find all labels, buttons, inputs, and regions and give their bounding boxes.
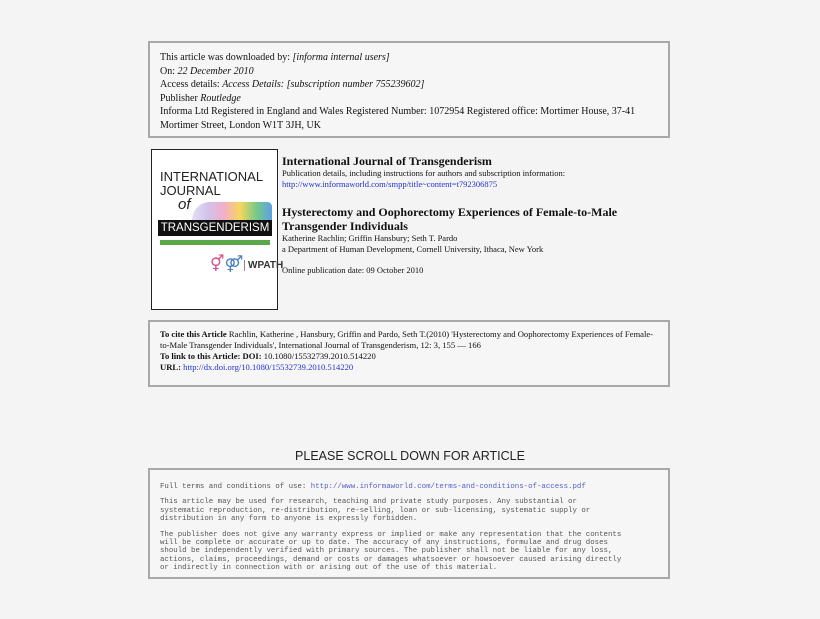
wpath-logo: WPATH: [244, 260, 283, 271]
label: Full terms and conditions of use:: [160, 483, 311, 491]
journal-link[interactable]: http://www.informaworld.com/smpp/title~content=t792306875: [282, 179, 498, 189]
journal-cover-image: [151, 149, 284, 310]
rainbow-graphic: [192, 202, 272, 220]
label: URL:: [160, 362, 184, 372]
gender-symbols-icon: ⚥⚤: [210, 256, 244, 273]
cover-title-line: of: [178, 196, 191, 213]
publication-details: Publication details, including instructions for authors and subscription information:: [282, 168, 566, 178]
affiliation: a Department of Human Development, Cornell University, Ithaca, New York: [282, 244, 544, 254]
disclaimer: The publisher does not give any warranty express or implied or make any representation that the contents will be complete or accurate or up to date. The accuracy of any instructions, formulae and drug doses should be independently verified with primary sources. The publisher shall not be liable for any loss, actions, claims, proceedings, demand or costs or damages whatsoever or howsoever caused arising directly or indirectly in connection with or arising out of the use of this material.: [160, 530, 622, 573]
cover-title-line: INTERNATIONAL: [160, 169, 264, 184]
terms-box: [148, 468, 670, 579]
doi-link[interactable]: http://dx.doi.org/10.1080/15532739.2010.514220: [183, 362, 354, 372]
access-details: Access Details: [subscription number 755239602]: [222, 79, 425, 91]
publisher: Routledge: [200, 92, 241, 104]
citation-box: [148, 320, 670, 387]
label: To link to this Article: DOI:: [160, 351, 264, 361]
download-info-box: [148, 41, 670, 138]
download-date: 22 December 2010: [177, 65, 254, 77]
authors: Katherine Rachlin; Griffin Hansbury; Seth T. Pardo: [282, 233, 458, 243]
journal-title: International Journal of Transgenderism: [282, 154, 492, 168]
article-title: Hysterectomy and Oophorectomy Experiences of Female-to-Male Transgender Individuals: [282, 205, 618, 233]
cover-green-band: [160, 240, 270, 245]
scroll-notice: PLEASE SCROLL DOWN FOR ARTICLE: [295, 449, 525, 463]
cover-title-line: JOURNAL: [160, 183, 221, 198]
usage-terms: This article may be used for research, teaching and private study purposes. Any substantial or systematic reproduction, re-distribution, re-selling, loan or sub-licensing, systematic supply or distribution in any form to anyone is expressly forbidden.: [160, 498, 591, 524]
label: To cite this Article: [160, 329, 229, 339]
article-info: [282, 154, 672, 276]
registration-text: Informa Ltd Registered in England and Wales Registered Number: 1072954 Registered office: Mortimer House, 37-41 Mortimer Street, London W1T 3JH, UK: [160, 106, 636, 131]
label: On:: [160, 65, 178, 77]
online-publication-date: Online publication date: 09 October 2010: [282, 265, 424, 275]
label: This article was downloaded by:: [160, 52, 293, 63]
citation-text: Rachlin, Katherine , Hansbury, Griffin and Pardo, Seth T.(2010) 'Hysterectomy and Oophorectomy Experiences of Female-to-Male Transgender Individuals', International Journal of Transgenderism, 12: 3, 155 — 166: [160, 329, 654, 350]
downloaded-by: [informa internal users]: [292, 52, 390, 63]
cover-black-band: TRANSGENDERISM: [158, 220, 272, 236]
doi: 10.1080/15532739.2010.514220: [263, 351, 376, 361]
label: Publisher: [160, 92, 201, 104]
terms-link[interactable]: http://www.informaworld.com/terms-and-conditions-of-access.pdf: [310, 483, 586, 491]
label: Access details:: [160, 79, 223, 91]
